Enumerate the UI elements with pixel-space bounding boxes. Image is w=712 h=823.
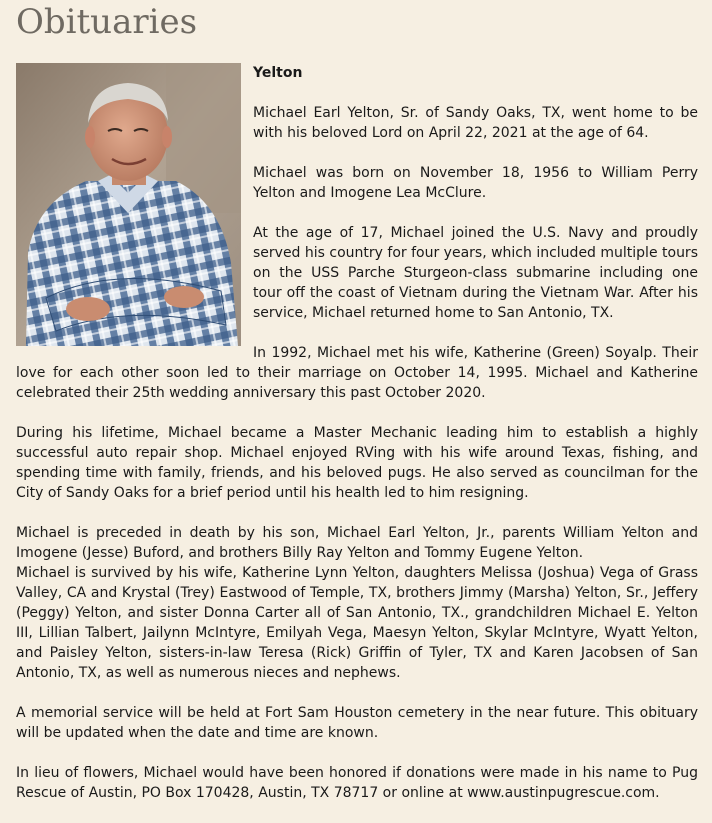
obituary-paragraph: Michael was born on November 18, 1956 to William Perry Yelton and Imogene Lea McClure. (253, 165, 698, 201)
obituary-article (16, 63, 698, 823)
obituary-paragraph: At the age of 17, Michael joined the U.S. Navy and proudly served his country for four years, which included multiple tours on the USS Parche Sturgeon-class submarine including one tour off the coast of Vietnam during the Vietnam War. After his service, Michael returned home to San Antonio, TX. (253, 225, 698, 321)
obituary-paragraph: A memorial service will be held at Fort Sam Houston cemetery in the near future. This obituary will be updated when the date and time are known. (16, 705, 698, 741)
obituary-paragraph: Michael is preceded in death by his son, Michael Earl Yelton, Jr., parents William Yelton and Imogene (Jesse) Buford, and brothers Billy Ray Yelton and Tommy Eugene Yelton. (16, 525, 698, 561)
page-title: Obituaries (16, 2, 198, 42)
obituary-paragraph: Michael is survived by his wife, Katherine Lynn Yelton, daughters Melissa (Joshua) Vega of Grass Valley, CA and Krystal (Trey) Eastwood of Temple, TX, brothers Jimmy (Marsha) Yelton, Sr., Jeffery (Peggy) Yelton, and sister Donna Carter all of San Antonio, TX., grandchildren Michael E. Yelton III, Lillian Talbert, Jailynn McIntyre, Emilyah Vega, Maesyn Yelton, Skylar McIntyre, Wyatt Yelton, and Paisley Yelton, sisters-in-law Teresa (Rick) Griffin of Tyler, TX and Karen Jacobsen of San Antonio, TX, as well as numerous nieces and nephews. (16, 565, 698, 681)
obituary-paragraph: In 1992, Michael met his wife, Katherine (Green) Soyalp. Their love for each other soon led to their marriage on October 14, 1995. Michael and Katherine celebrated their 25th wedding anniversary this past October 2020. (16, 345, 698, 401)
obituary-paragraph: Michael Earl Yelton, Sr. of Sandy Oaks, TX, went home to be with his beloved Lord on April 22, 2021 at the age of 64. (253, 105, 698, 141)
portrait-photo (16, 63, 241, 346)
obituary-paragraph: In lieu of flowers, Michael would have been honored if donations were made in his name to Pug Rescue of Austin, PO Box 170428, Austin, TX 78717 or online at www.austinpugrescue.com. (16, 765, 698, 801)
obituary-paragraph: During his lifetime, Michael became a Master Mechanic leading him to establish a highly successful auto repair shop. Michael enjoyed RVing with his wife around Texas, fishing, and spending time with family, friends, and his beloved pugs. He also served as councilman for the City of Sandy Oaks for a brief period until his health led to him resigning. (16, 425, 698, 501)
obituary-surname: Yelton (253, 65, 303, 81)
